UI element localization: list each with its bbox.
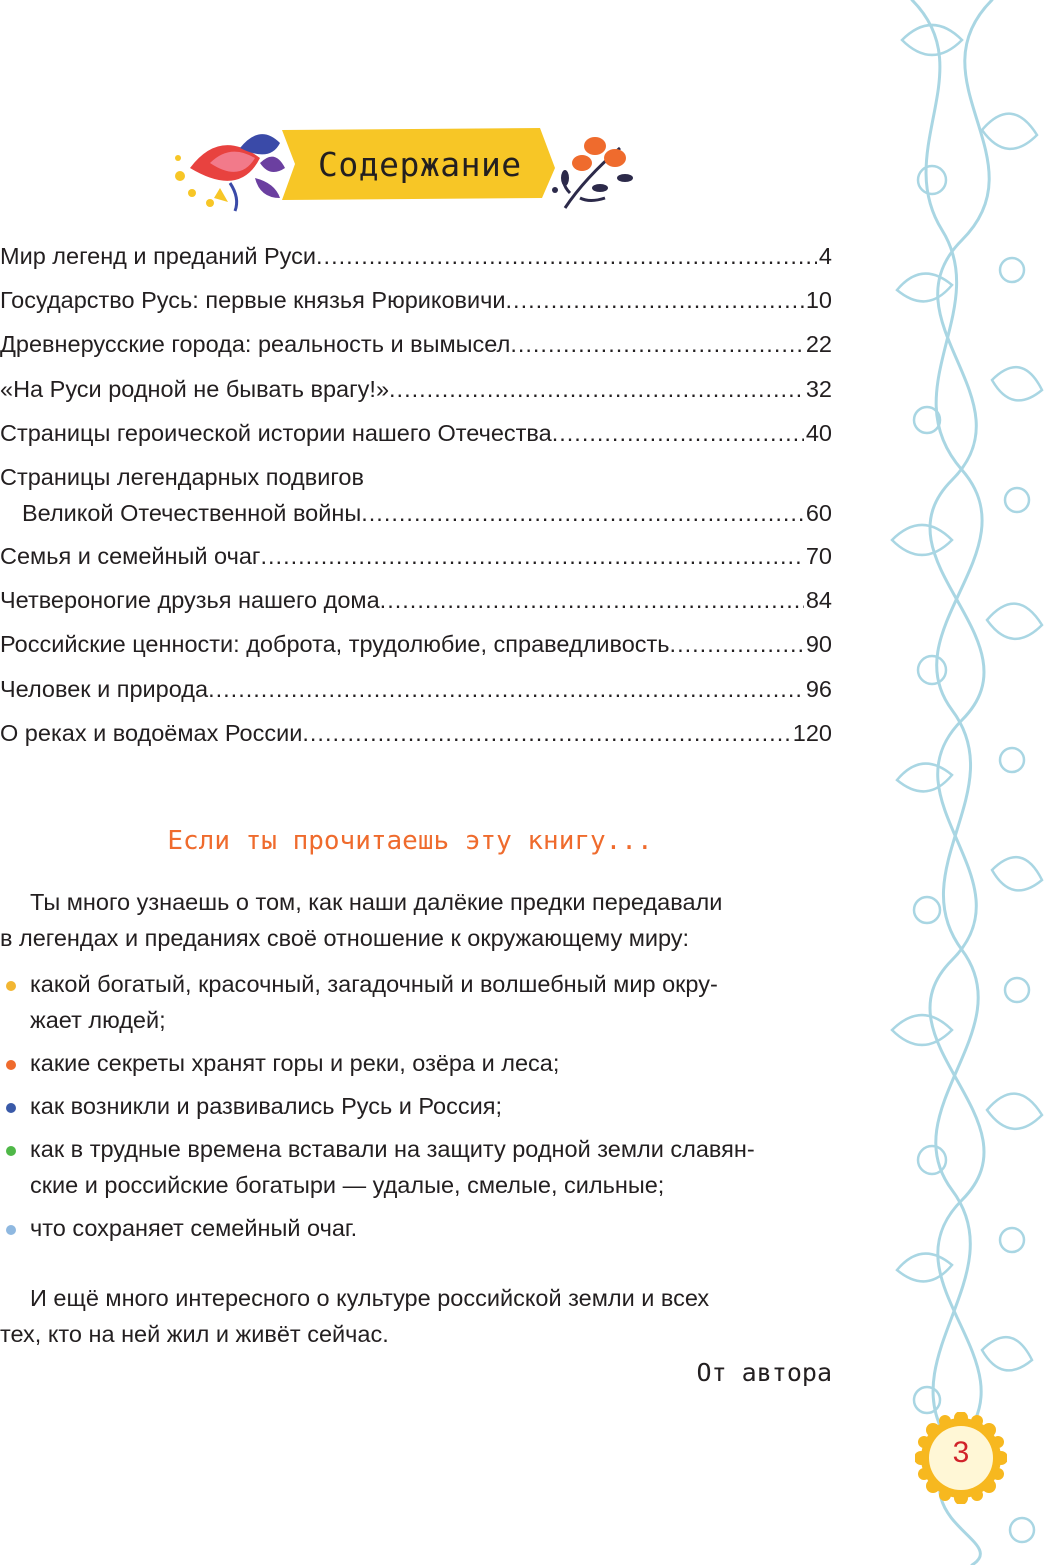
toc-entry-title: Семья и семейный очаг [0,542,261,569]
toc-leader [302,715,790,751]
toc-entry-page: 4 [818,243,832,269]
toc-entry[interactable] [0,671,832,715]
toc-entry[interactable] [0,326,832,370]
toc-entry-title: Мир легенд и преданий Руси [0,243,317,269]
bullet-dot [6,1103,16,1113]
toc-entry-page: 90 [805,631,832,658]
list-item [0,1131,832,1203]
list-item-text: как возникли и развивались Русь и Россия; [30,1093,502,1119]
toc-entry-title: Российские ценности: доброта, трудолюбие, справедливость [0,631,670,658]
toc-entry[interactable] [0,538,832,582]
list-item-text: какой богатый, красочный, загадочный и волшебный мир окру- [30,971,718,997]
toc-entry-page: 60 [805,499,832,526]
toc-leader [261,538,804,574]
bullet-dot [6,1225,16,1235]
toc-entry[interactable] [0,715,832,759]
list-item-text: какие секреты хранят горы и реки, озёра и леса; [30,1050,560,1076]
toc-entry-page: 70 [805,542,832,569]
intro-paragraph [0,884,832,956]
toc-entry-title: Четвероногие друзья нашего дома [0,587,380,614]
toc-entry[interactable] [0,371,832,415]
page-number: 3 [952,1436,970,1469]
bullet-dot [6,1146,16,1156]
toc-entry-page: 40 [805,419,832,446]
toc-leader [361,495,804,531]
toc-entry[interactable] [0,238,832,282]
intro-heading: Если ты прочитаешь эту книгу... [167,826,653,856]
toc-entry-page: 22 [805,331,832,358]
toc-leader [380,582,804,618]
bullet-dot [6,1060,16,1070]
table-of-contents [0,238,832,759]
contents-title: Содержание [318,145,522,184]
toc-entry[interactable] [0,459,832,538]
list-item [0,966,832,1038]
toc-entry-title: Древнерусские города: реальность и вымысел [0,331,511,358]
toc-entry-title: Человек и природа [0,675,209,702]
toc-leader [510,326,804,362]
list-item [0,1088,832,1124]
toc-entry[interactable] [0,282,832,326]
paragraph-line: тех, кто на ней жил и живёт сейчас. [0,1321,389,1347]
paragraph-line: Ты много узнаешь о том, как наши далёкие предки передавали [30,889,723,915]
flower-decoration-left [175,134,285,211]
list-item [0,1210,832,1246]
toc-entry[interactable] [0,582,832,626]
toc-entry-title: Страницы легендарных подвигов [0,463,364,490]
floral-border-ornament [872,0,1054,1565]
list-item-text: ские и российские богатыри — удалые, смелые, сильные; [30,1172,665,1198]
author-signature: От автора [696,1358,832,1387]
toc-leader [670,626,804,662]
toc-entry-title-continued: Великой Отечественной войны [22,499,362,526]
list-item-text: что сохраняет семейный очаг. [30,1215,358,1241]
toc-entry-page: 84 [805,587,832,614]
toc-leader [552,415,804,451]
list-item-text: жает людей; [30,1007,166,1033]
toc-entry-title: Страницы героической истории нашего Отечества [0,419,552,446]
toc-entry-title: О реках и водоёмах России [0,719,303,746]
toc-entry-page: 120 [792,719,832,746]
toc-entry[interactable] [0,415,832,459]
toc-entry[interactable] [0,626,832,670]
toc-leader [389,371,804,407]
toc-leader [506,282,804,318]
bullet-list [0,966,832,1253]
toc-entry-page: 10 [805,287,832,314]
toc-entry-title: «На Руси родной не бывать врагу!» [0,375,390,402]
toc-entry-page: 32 [805,375,832,402]
toc-entry-title: Государство Русь: первые князья Рюриковичи [0,287,506,314]
list-item-text: как в трудные времена вставали на защиту родной земли славян- [30,1136,755,1162]
paragraph-line: И ещё много интересного о культуре российской земли и всех [30,1285,710,1311]
paragraph-line: в легендах и преданиях своё отношение к окружающему миру: [0,925,690,951]
berries-decoration-right [552,137,633,208]
bullet-dot [6,981,16,991]
closing-paragraph [0,1280,832,1352]
list-item [0,1045,832,1081]
toc-leader [208,671,804,707]
toc-entry-page: 96 [805,675,832,702]
toc-leader [316,238,817,274]
